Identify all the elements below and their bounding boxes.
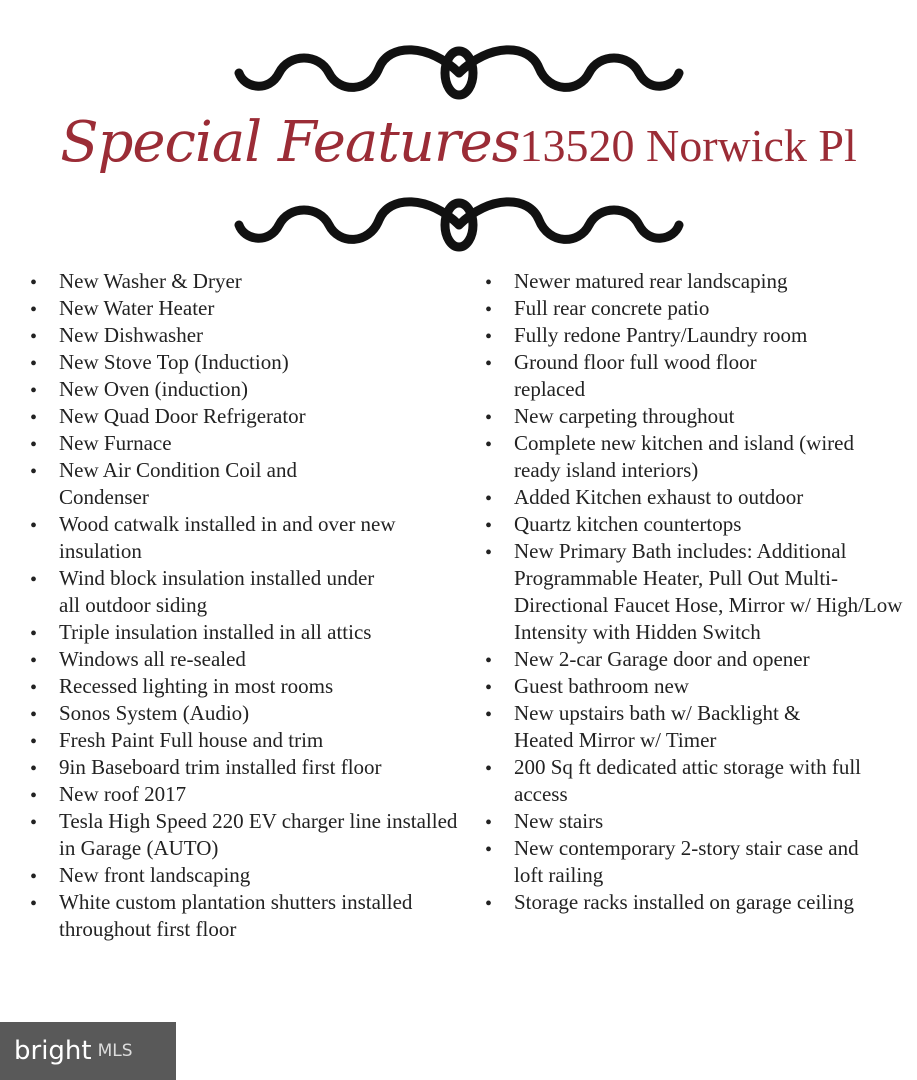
list-item: • New carpeting throughout	[485, 403, 905, 430]
list-item: • Newer matured rear landscaping	[485, 268, 905, 295]
list-item: • New stairs	[485, 808, 905, 835]
list-item: • Added Kitchen exhaust to outdoor	[485, 484, 905, 511]
list-item: • New Dishwasher	[30, 322, 470, 349]
scroll-ornament-icon	[229, 190, 689, 260]
list-item: • 200 Sq ft dedicated attic storage with full access	[485, 754, 864, 808]
list-item: • New upstairs bath w/ Backlight & Heated Mirror w/ Timer	[485, 700, 864, 754]
watermark-suffix: MLS	[97, 1041, 133, 1061]
page-title	[0, 110, 917, 175]
list-item: • New Washer & Dryer	[30, 268, 470, 295]
list-item: • Windows all re-sealed	[30, 646, 470, 673]
list-item: • New Stove Top (Induction)	[30, 349, 470, 376]
list-item: • Recessed lighting in most rooms	[30, 673, 470, 700]
list-item: • New front landscaping	[30, 862, 470, 889]
list-item: • Ground floor full wood floor replaced	[485, 349, 824, 403]
list-item: • New Oven (induction)	[30, 376, 470, 403]
list-item: • Tesla High Speed 220 EV charger line installed in Garage (AUTO)	[30, 808, 459, 862]
bottom-flourish	[0, 190, 917, 260]
title-script: Special Features	[60, 110, 520, 175]
watermark-brand: bright	[14, 1036, 92, 1066]
list-item: • Wind block insulation installed under all outdoor siding	[30, 565, 389, 619]
list-item: • Guest bathroom new	[485, 673, 905, 700]
left-feature-list	[30, 268, 470, 943]
scroll-ornament-icon	[229, 38, 689, 108]
list-item: • New Air Condition Coil and Condenser	[30, 457, 359, 511]
list-item: • Full rear concrete patio	[485, 295, 905, 322]
list-item: • Wood catwalk installed in and over new insulation	[30, 511, 429, 565]
list-item: • Sonos System (Audio)	[30, 700, 470, 727]
list-item: • New roof 2017	[30, 781, 470, 808]
list-item: • New Primary Bath includes: Additional Programmable Heater, Pull Out Multi-Directional Faucet Hose, Mirror w/ High/Low Intensity with Hidden Switch	[485, 538, 914, 646]
list-item: • New Furnace	[30, 430, 470, 457]
right-feature-list	[485, 268, 905, 916]
list-item: • Complete new kitchen and island (wired ready island interiors)	[485, 430, 864, 484]
list-item: • 9in Baseboard trim installed first floor	[30, 754, 470, 781]
list-item: • New Quad Door Refrigerator	[30, 403, 470, 430]
list-item: • New Water Heater	[30, 295, 470, 322]
list-item: • Triple insulation installed in all attics	[30, 619, 389, 646]
brightmls-watermark	[0, 1022, 176, 1080]
list-item: • Quartz kitchen countertops	[485, 511, 905, 538]
list-item: • White custom plantation shutters installed throughout first floor	[30, 889, 419, 943]
list-item: • Fresh Paint Full house and trim	[30, 727, 470, 754]
list-item: • New contemporary 2-story stair case and loft railing	[485, 835, 864, 889]
title-address: 13520 Norwick Pl	[519, 120, 857, 171]
list-item: • Fully redone Pantry/Laundry room	[485, 322, 824, 349]
top-flourish	[0, 38, 917, 108]
list-item: • Storage racks installed on garage ceiling	[485, 889, 864, 916]
list-item: • New 2-car Garage door and opener	[485, 646, 814, 673]
